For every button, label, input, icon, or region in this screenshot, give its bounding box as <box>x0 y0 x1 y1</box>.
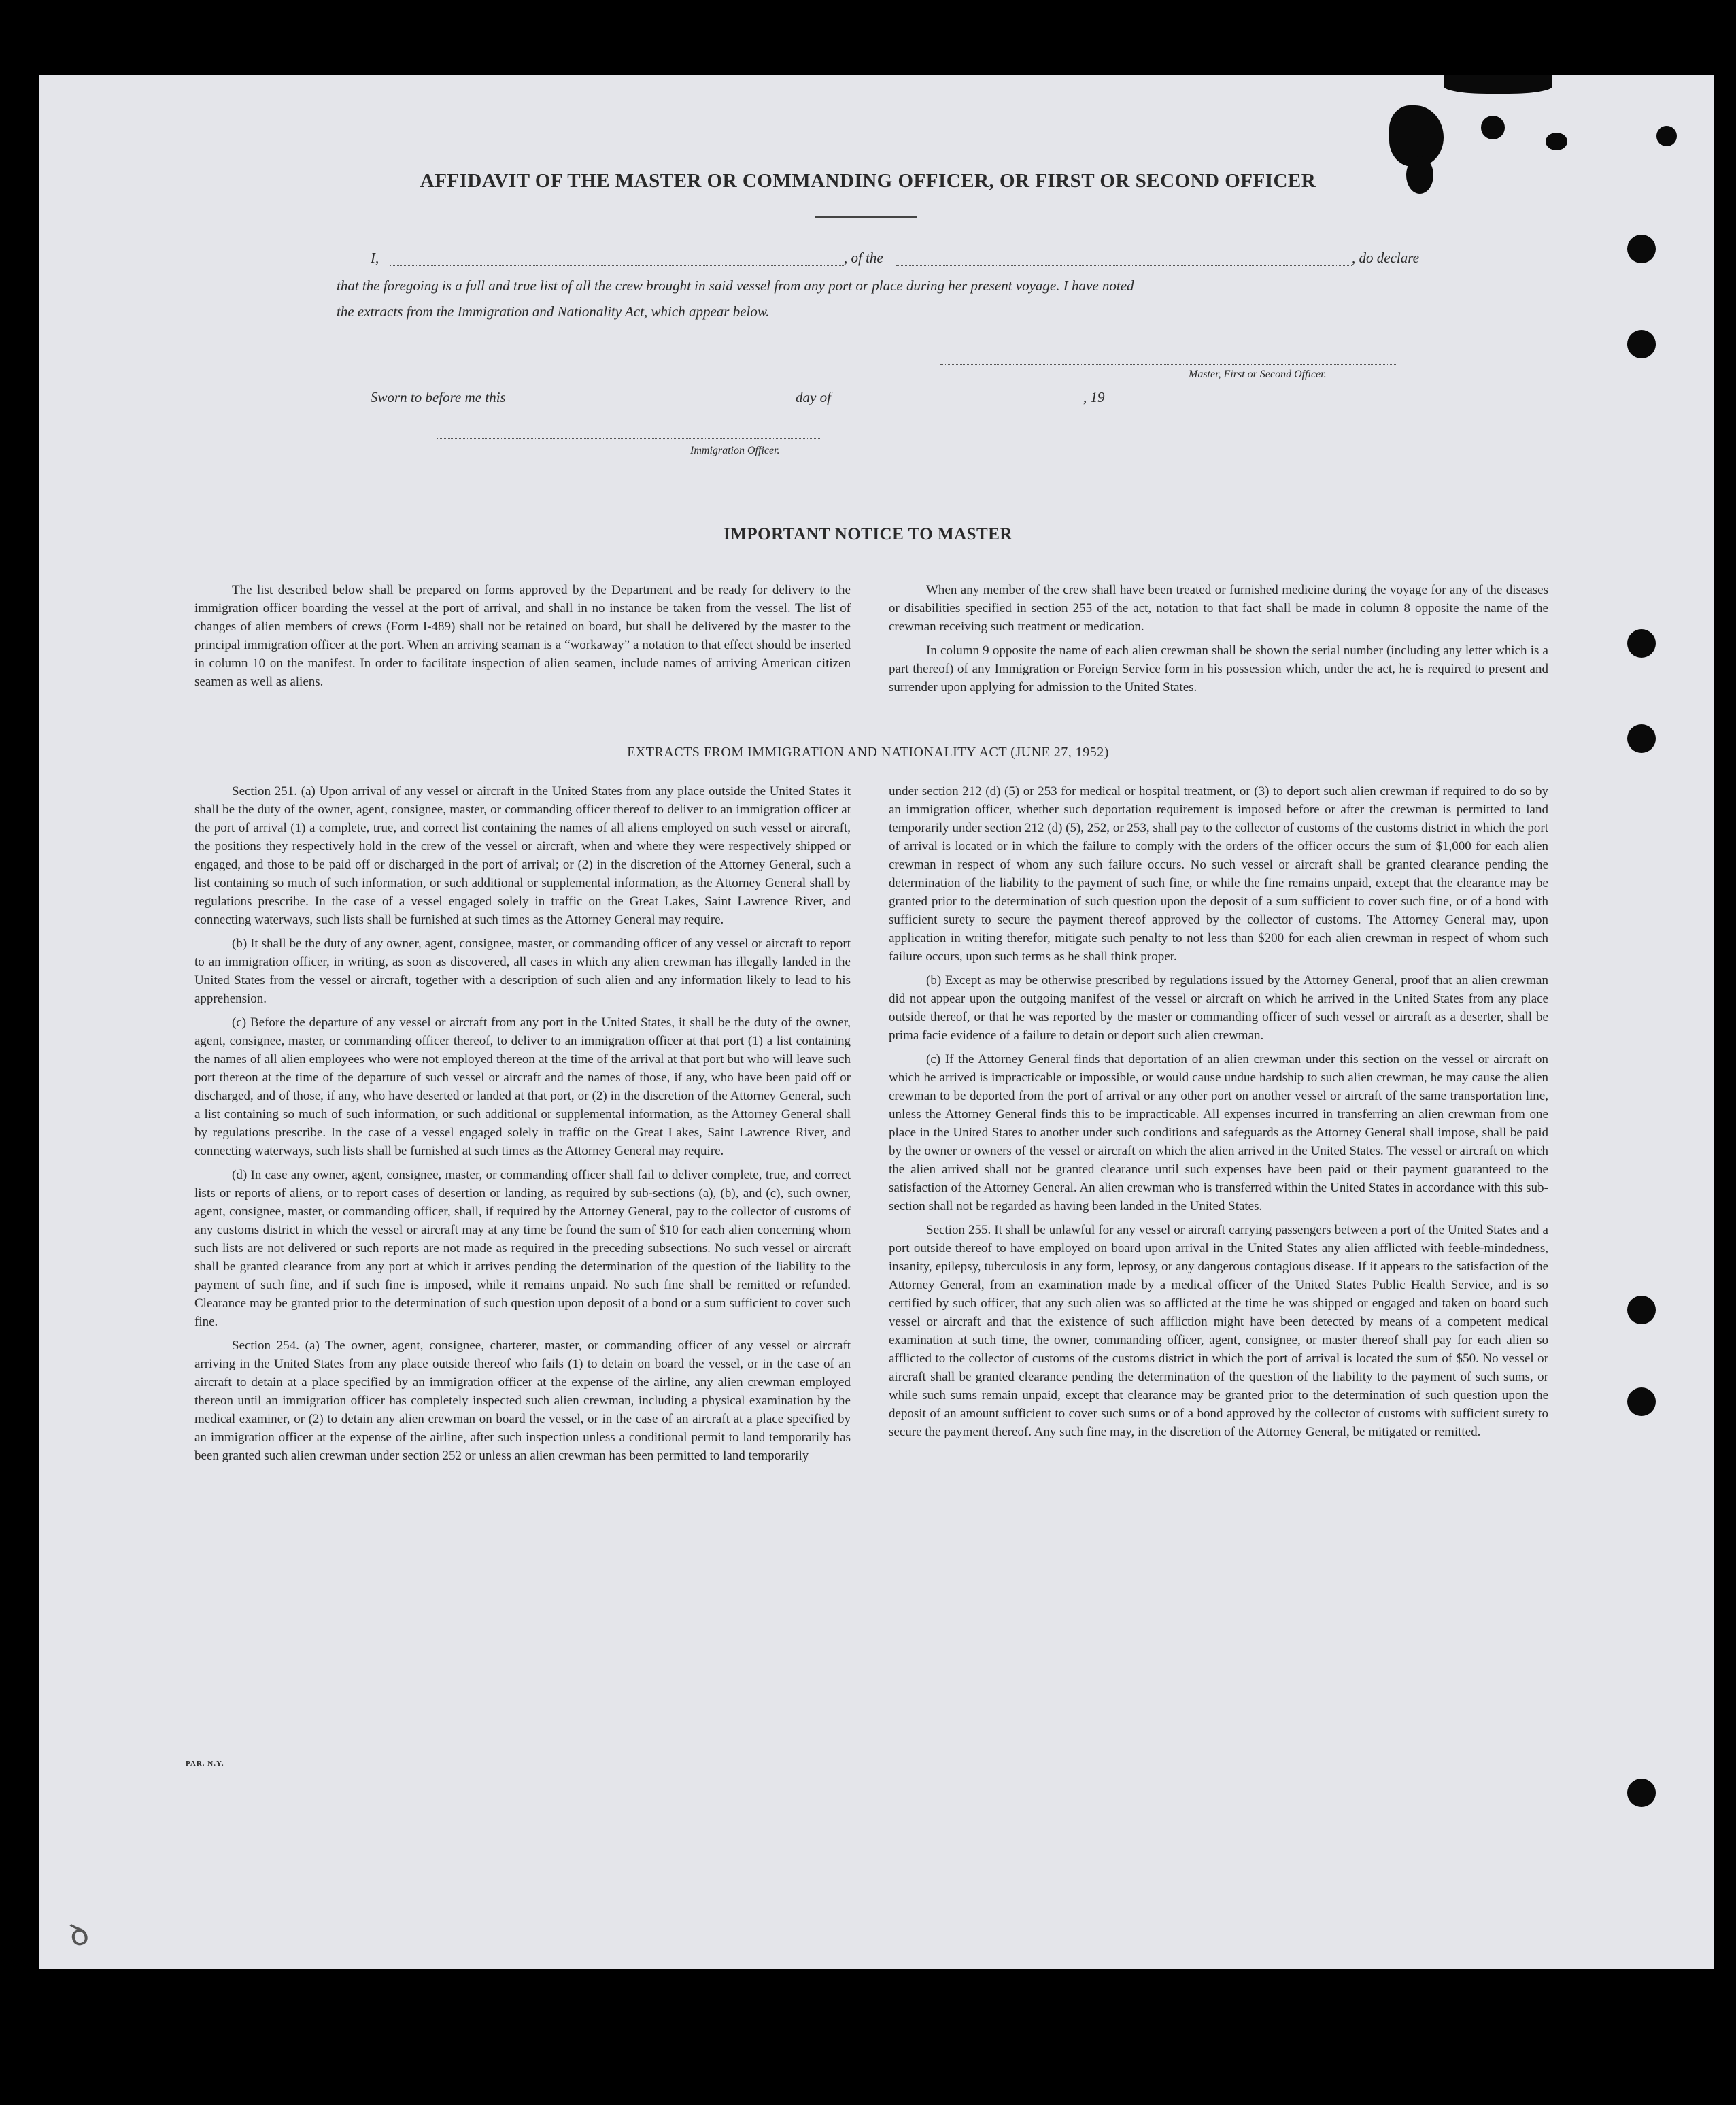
extract-paragraph: (b) Except as may be otherwise prescribed by regulations issued by the Attorney General, proof that an alien crewman did not appear upon the outgoing manifest of the vessel or aircraft on which he arrived in the United States from any place outside thereof, or that he was reported by the master or commanding officer of such vessel or aircraft as a deserter, shall be prima facie evidence of a failure to detain or deport such alien crewman. <box>889 973 1548 1043</box>
torn-paper-blot <box>1444 75 1552 94</box>
title-underline <box>815 216 917 218</box>
punch-hole <box>1627 1296 1656 1324</box>
declaration-text-line-1: that the foregoing is a full and true list of all the crew brought in said vessel from any port or place during her present voyage. I have noted <box>337 277 1134 294</box>
notice-right-column <box>889 581 1548 696</box>
punch-hole <box>1627 235 1656 263</box>
declaration-text-line-2: the extracts from the Immigration and Nationality Act, which appear below. <box>337 303 770 320</box>
punch-hole <box>1656 126 1677 146</box>
vessel-name-field[interactable] <box>896 265 1352 266</box>
torn-paper-blot <box>1481 116 1505 139</box>
torn-paper-blot <box>1546 133 1567 150</box>
extract-paragraph: Section 255. It shall be unlawful for any vessel or aircraft carrying passengers between a port of the United States and a port outside thereof to have employed on board upon arrival in the United States any alien afflicted with feeble-mindedness, insanity, epilepsy, tuberculosis in any form, leprosy, or any dangerous contagious disease. If it appears to the satisfaction of the Attorney General, from an examination made by a medical officer of the United States Public Health Service, and is so certified by such officer, that any such alien was so afflicted at the time he was shipped or engaged and taken on board such vessel or aircraft and that the existence of such affliction might have been detected by means of a competent medical examination at such time, the owner, commanding officer, agent, consignee, or master thereof shall pay for each alien so afflicted to the collector of customs of the customs district in which the port of arrival is located the sum of $50. No vessel or aircraft shall be granted clearance pending the determination of the question of the liability to the payment of such sums, or while such sums remain unpaid, except that clearance may be granted prior to the determination of such question upon the deposit of an amount sufficient to cover such sums or of a bond approved by the collector of customs with sufficient surety to secure the payment thereof. Any such fine may, in the discretion of the Attorney General, be mitigated or remitted. <box>889 1223 1548 1439</box>
master-signature-caption: Master, First or Second Officer. <box>1189 369 1327 380</box>
notice-left-column <box>194 581 851 691</box>
affidavit-do-declare-label: , do declare <box>1352 250 1419 266</box>
master-name-field[interactable] <box>390 265 845 266</box>
form-page <box>39 75 1714 1969</box>
printer-mark: PAR. N.Y. <box>186 1759 224 1768</box>
extract-paragraph: Section 251. (a) Upon arrival of any vessel or aircraft in the United States from any place outside the United States it shall be the duty of the owner, agent, consignee, master, or commanding officer thereof to deliver to an immigration officer at the port of arrival (1) a complete, true, and correct list containing the names of all aliens employed on such vessel or aircraft, the positions they respectively hold in the crew of the vessel or aircraft, when and where they were respectively shipped or engaged, and those to be paid off or discharged in the port of arrival; or (2) in the discretion of the Attorney General, such a list containing so much of such information, or such additional or supplemental information, as the Attorney General shall by regulations prescribe. In the case of a vessel engaged solely in traffic on the Great Lakes, Saint Lawrence River, and connecting waterways, such lists shall be furnished at such times as the Attorney General may require. <box>194 784 851 927</box>
extract-paragraph: (d) In case any owner, agent, consignee, master, or commanding officer shall fail to deliver complete, true, and correct lists or reports of aliens, or to report cases of desertion or landing, as required by sub-sections (a), (b), and (c), such owner, agent, consignee, master, or commanding officer, shall, if required by the Attorney General, pay to the collector of customs of any customs district in which the vessel or aircraft may at any time be found the sum of $10 for each alien concerning whom such lists are not delivered or such reports are not made as required in the preceding subsections. No such vessel or aircraft shall be granted clearance from any port at which it arrives pending the determination of the question of the liability to the payment of such fine, and if such fine is imposed, while it remains unpaid. No such fine shall be remitted or refunded. Clearance may be granted prior to the determination of such question upon deposit of a bond or a sum sufficient to cover such fine. <box>194 1168 851 1329</box>
notice-paragraph: When any member of the crew shall have been treated or furnished medicine during the voyage for any of the diseases or disabilities specified in section 255 of the act, notation to that fact shall be made in column 8 opposite the name of the crewman receiving such treatment or medication. <box>889 583 1548 634</box>
extract-paragraph: Section 254. (a) The owner, agent, consignee, charterer, master, or commanding officer of any vessel or aircraft arriving in the United States from any place outside thereof who fails (1) to detain on board the vessel, or in the case of an aircraft to detain at a place specified by an immigration officer at the expense of the airline, any alien crewman employed thereon until an immigration officer has completely inspected such alien crewman, including a physical examination by the medical examiner, or (2) to detain any alien crewman on board the vessel, or in the case of an aircraft at a place specified by an immigration officer at the expense of the airline, after such inspection unless a conditional permit to land temporarily has been granted such alien crewman under section 252 or unless an alien crewman has been permitted to land temporarily <box>194 1338 851 1463</box>
affidavit-title: AFFIDAVIT OF THE MASTER OR COMMANDING OFFICER, OR FIRST OR SECOND OFFICER <box>420 170 1316 192</box>
extract-paragraph: (c) If the Attorney General finds that deportation of an alien crewman under this section on the vessel or aircraft on which he arrived is impracticable or impossible, or would cause undue hardship to such alien crewman, he may cause the alien crewman to be deported from the port of arrival or any other port on another vessel or aircraft of the same transportation line, unless the Attorney General finds this to be impracticable. All expenses incurred in transferring an alien crewman from one place in the United States to another under such conditions and safeguards as the Attorney General shall impose, shall be paid by the owner or owners of the vessel or aircraft on which the alien arrived in the United States. The vessel or aircraft on which the alien arrived shall not be granted clearance until such expenses have been paid or their payment guaranteed to the satisfaction of the Attorney General. An alien crewman who is transferred within the United States in accordance with this sub-section shall not be regarded as having been landed in the United States. <box>889 1052 1548 1213</box>
affidavit-i-label: I, <box>371 250 379 266</box>
notice-paragraph: In column 9 opposite the name of each alien crewman shall be shown the serial number (including any letter which is a part thereof) of any Immigration or Foreign Service form in his possession which, under the act, he is required to present and surrender upon applying for admission to the United States. <box>889 643 1548 694</box>
year-label: , 19 <box>1083 389 1105 405</box>
extract-paragraph: under section 212 (d) (5) or 253 for medical or hospital treatment, or (3) to deport such alien crewman if required to do so by an immigration officer, whether such deportation requirement is imposed before or after the crewman is permitted to land temporarily under section 212 (d) (5), 252, or 253, shall pay to the collector of customs of the customs district in which the port of arrival is located or in which the failure to comply with the orders of the officer occurs the sum of $1,000 for each alien crewman in respect of whom any such failure occurs. No such vessel or aircraft shall be granted clearance pending the determination of the liability to the payment of such fine, or while the fine remains unpaid, except that the clearance may be granted prior to the determination of such question upon the deposit of a sum sufficient to cover such fine, or of a bond with sufficient surety to secure the payment thereof approved by the collector of customs. The Attorney General may, upon application in writing therefor, mitigate such penalty to not less than $200 for each alien crewman in respect of whom such failure occurs, upon such terms as he shall think proper. <box>889 784 1548 964</box>
punch-hole <box>1627 1779 1656 1807</box>
day-of-label: day of <box>796 389 831 405</box>
handwritten-mark: ꝺ <box>65 1914 93 1955</box>
extracts-left-column <box>194 782 851 1465</box>
punch-hole <box>1627 330 1656 358</box>
notice-heading: IMPORTANT NOTICE TO MASTER <box>724 525 1012 543</box>
master-signature-field[interactable] <box>940 364 1396 365</box>
extracts-right-column <box>889 782 1548 1441</box>
extract-paragraph: (b) It shall be the duty of any owner, agent, consignee, master, or commanding officer of any vessel or aircraft to report to an immigration officer, in writing, as soon as discovered, all cases in which any alien crewman has illegally landed in the United States from the vessel or aircraft, together with a description of such alien and any information likely to lead to his apprehension. <box>194 937 851 1006</box>
affidavit-of-the-label: , of the <box>844 250 883 266</box>
immigration-officer-caption: Immigration Officer. <box>690 445 780 456</box>
extract-paragraph: (c) Before the departure of any vessel or aircraft from any port in the United States, it shall be the duty of the owner, agent, consignee, master, or commanding officer thereof, to deliver to an immigration officer at that port (1) a list containing the names of all alien employees who were not employed thereon at the time of the arrival at that port but who will leave such port thereon at the time of the departure of such vessel or aircraft and the names of those, if any, who have been paid off or discharged, and of those, if any, who have deserted or landed at that port, or (2) in the discretion of the Attorney General, such a list containing so much of such information, or such additional or supplemental information, as the Attorney General shall by regulations prescribe. In the case of a vessel engaged solely in traffic on the Great Lakes, Saint Lawrence River, and connecting waterways, such lists shall be furnished at such times as the Attorney General may require. <box>194 1015 851 1158</box>
punch-hole <box>1627 1387 1656 1416</box>
extracts-heading: EXTRACTS FROM IMMIGRATION AND NATIONALITY ACT (JUNE 27, 1952) <box>627 745 1109 760</box>
immigration-officer-signature-field[interactable] <box>437 438 821 439</box>
punch-hole <box>1627 629 1656 658</box>
sworn-label: Sworn to before me this <box>371 389 506 405</box>
notice-paragraph: The list described below shall be prepared on forms approved by the Department and be ready for delivery to the immigration officer boarding the vessel at the port of arrival, and shall in no instance be taken from the vessel. The list of changes of alien members of crews (Form I-489) shall not be retained on board, but shall be delivered by the master to the principal immigration officer at the port. When an arriving seaman is a “workaway” a notation to that effect should be inserted in column 10 on the manifest. In order to facilitate inspection of alien seamen, include names of arriving American citizen seamen as well as aliens. <box>194 583 851 689</box>
